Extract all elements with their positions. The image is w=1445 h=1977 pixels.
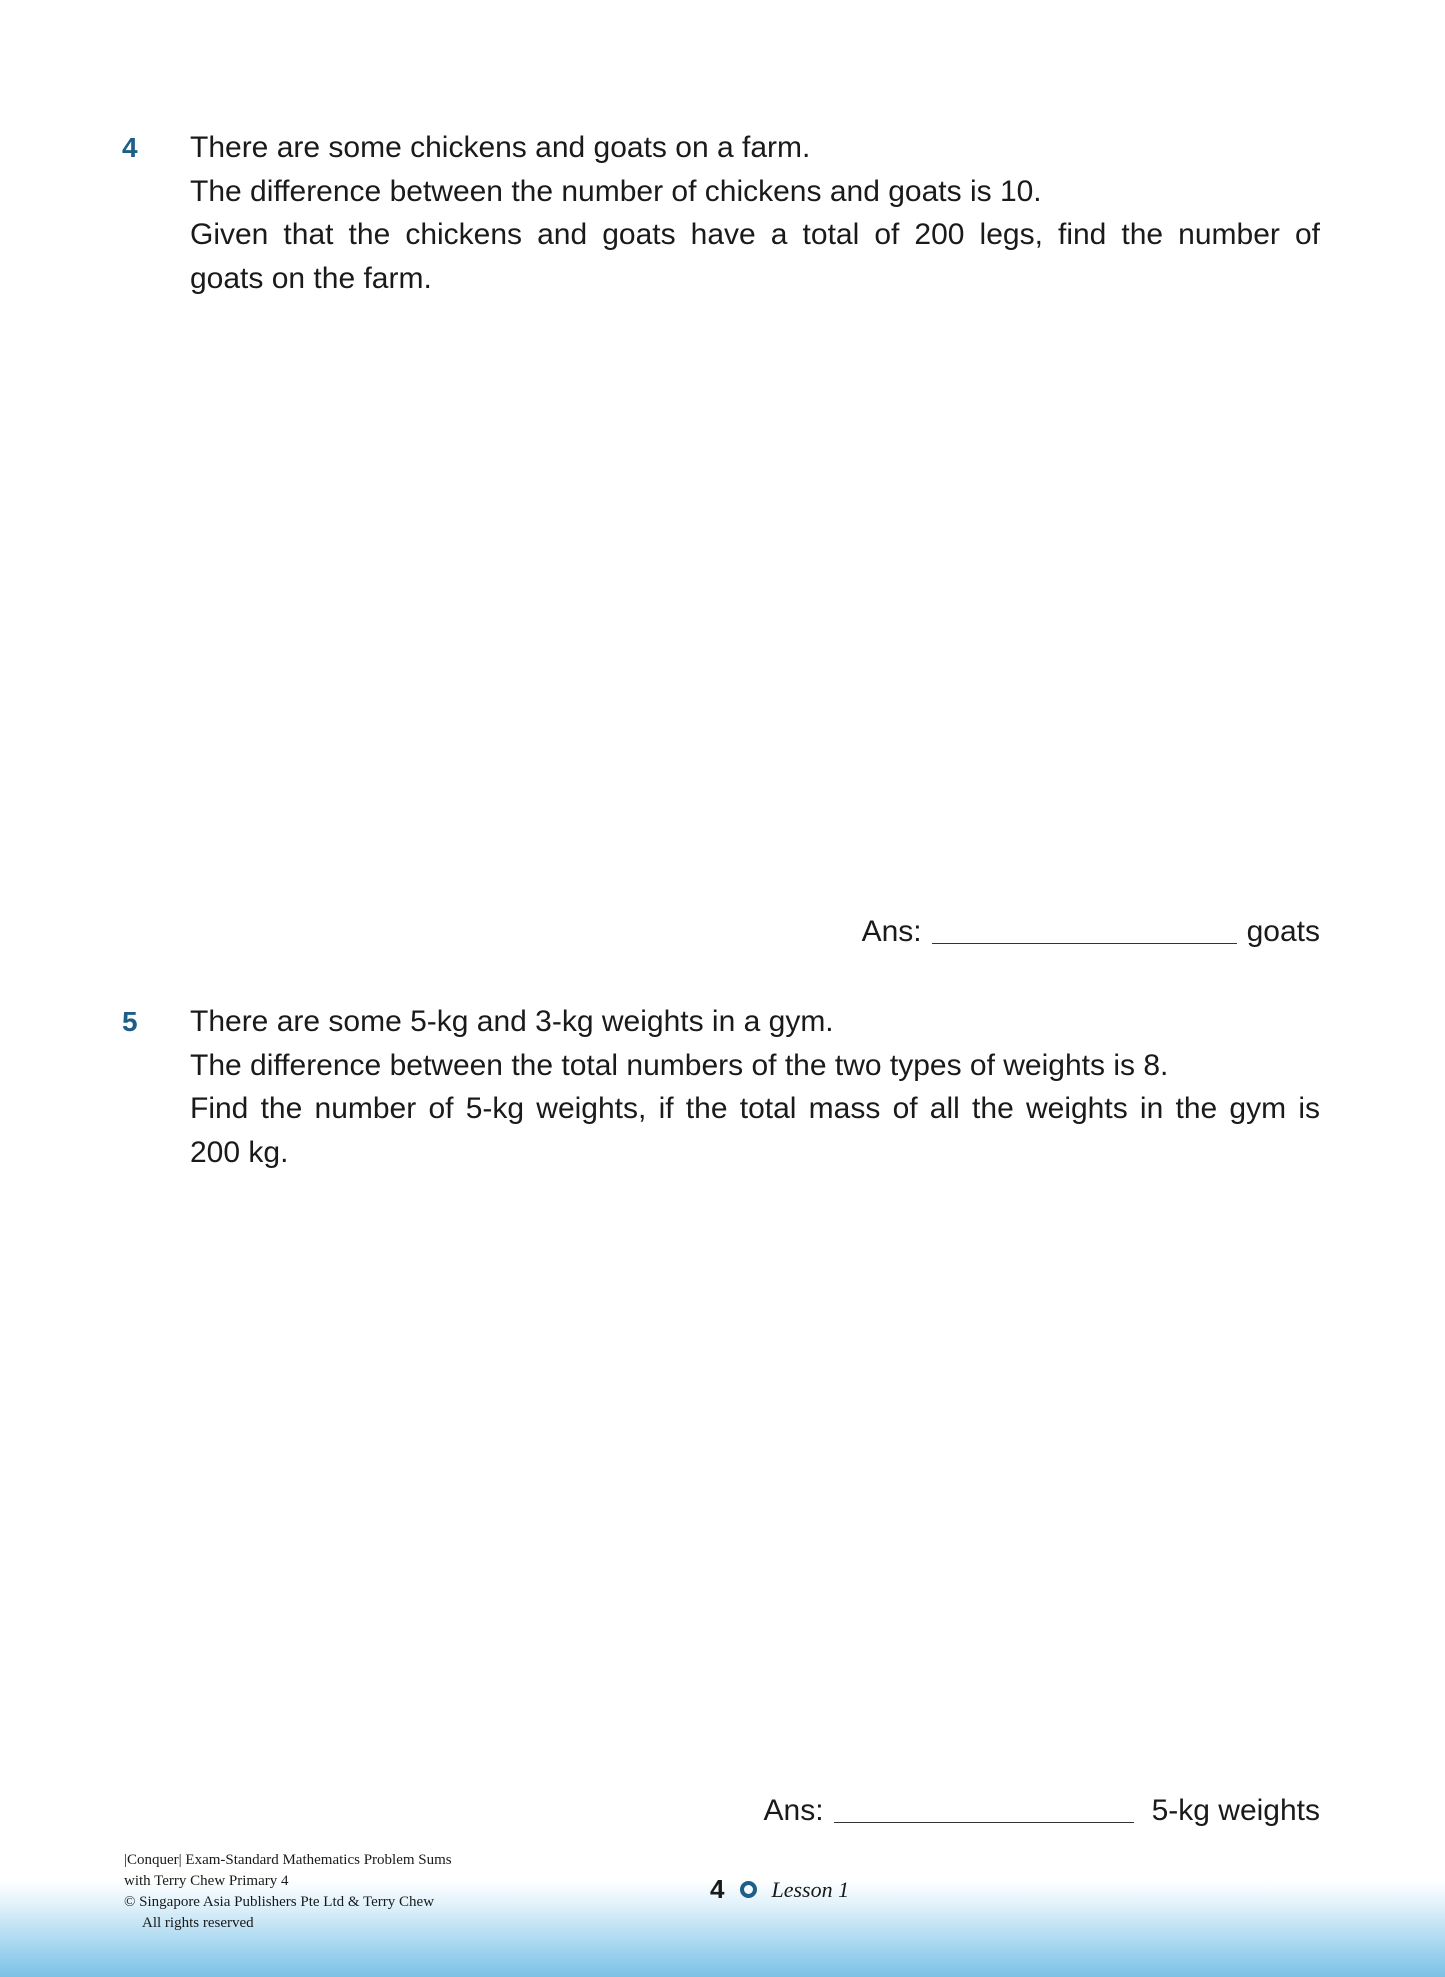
page-number: 4	[710, 1874, 725, 1904]
question-number: 4	[122, 132, 138, 163]
credit-line: All rights reserved	[142, 1915, 254, 1931]
question-line: Given that the chickens and goats have a total of 200 legs, find the number of	[190, 218, 1320, 251]
question-line: There are some 5-kg and 3-kg weights in a gym.	[190, 1005, 834, 1038]
question-line: goats on the farm.	[190, 261, 432, 295]
page-marker	[710, 1874, 849, 1905]
question-number: 5	[122, 1006, 138, 1037]
answer-prefix: Ans:	[763, 1794, 824, 1827]
footer-credit	[124, 1850, 452, 1934]
answer-line-question-5	[764, 1791, 1320, 1831]
question-line: Find the number of 5-kg weights, if the total mass of all the weights in the gym is	[190, 1092, 1320, 1125]
answer-unit: goats	[1246, 915, 1320, 948]
answer-line-question-4	[862, 912, 1320, 952]
answer-blank[interactable]	[932, 913, 1237, 944]
credit-line: © Singapore Asia Publishers Pte Ltd & Terry Chew	[124, 1894, 435, 1910]
ring-bullet-icon	[740, 1881, 757, 1898]
question-text	[190, 126, 1320, 300]
answer-prefix: Ans:	[861, 915, 922, 948]
question-line: There are some chickens and goats on a farm.	[190, 131, 811, 164]
lesson-label: Lesson 1	[771, 1876, 850, 1902]
answer-unit: 5-kg weights	[1151, 1794, 1320, 1827]
answer-blank[interactable]	[834, 1792, 1134, 1823]
question-line: The difference between the number of chickens and goats is 10.	[190, 174, 1042, 208]
question-line: The difference between the total numbers of the two types of weights is 8.	[190, 1048, 1169, 1082]
question-text	[190, 1000, 1320, 1174]
credit-line: |Conquer| Exam-Standard Mathematics Problem Sums	[124, 1852, 452, 1868]
credit-line: with Terry Chew Primary 4	[124, 1873, 289, 1889]
question-line: 200 kg.	[190, 1135, 289, 1169]
